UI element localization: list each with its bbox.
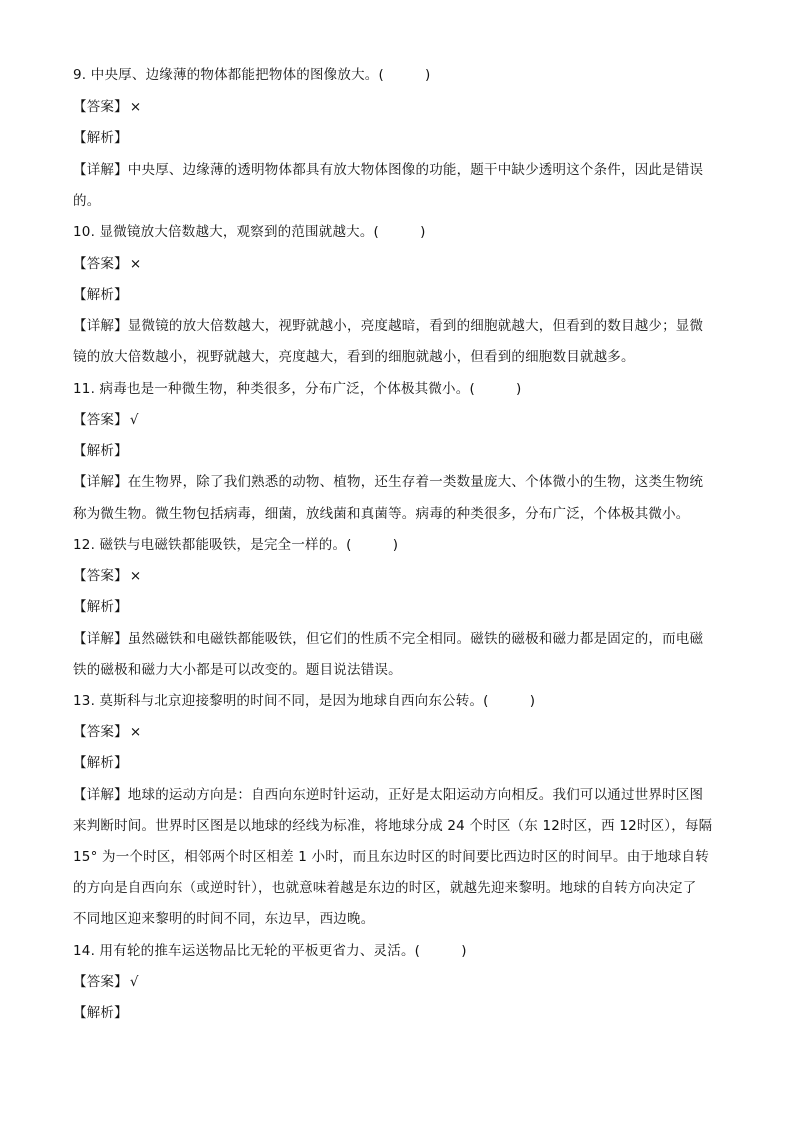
detail-12-line-2: 铁的磁极和磁力大小都是可以改变的。题目说法错误。: [73, 662, 402, 678]
detail-9-line-1: 【详解】中央厚、边缘薄的透明物体都具有放大物体图像的功能，题干中缺少透明这个条件，因此是错误: [73, 162, 704, 178]
detail-11-line-1: 【详解】在生物界，除了我们熟悉的动物、植物，还生存着一类数量庞大、个体微小的生物，这类生物统: [73, 474, 704, 490]
detail-13-line-4: 的方向是自西向东（或逆时针），也就意味着越是东边的时区，就越先迎来黎明。地球的自转方向决定了: [73, 880, 697, 896]
detail-12-line-1: 【详解】虽然磁铁和电磁铁都能吸铁，但它们的性质不完全相同。磁铁的磁极和磁力都是固定的，而电磁: [73, 631, 704, 647]
answer-9: [73, 98, 141, 116]
answer-12: [73, 567, 141, 585]
answer-10: [73, 255, 141, 273]
question-12: 12. 磁铁与电磁铁都能吸铁，是完全一样的。( ): [73, 537, 399, 553]
answer-13: [73, 723, 141, 741]
answer-mark: √: [129, 412, 139, 428]
answer-mark: ×: [129, 99, 142, 115]
detail-9-line-2: 的。: [73, 193, 101, 209]
detail-13-line-1: 【详解】地球的运动方向是：自西向东逆时针运动，正好是太阳运动方向相反。我们可以通过世界时区图: [73, 787, 704, 803]
detail-10-line-1: 【详解】显微镜的放大倍数越大，视野就越小，亮度越暗，看到的细胞就越大，但看到的数目越少；显微: [73, 318, 704, 334]
question-11: 11. 病毒也是一种微生物，种类很多，分布广泛，个体极其微小。( ): [73, 381, 522, 397]
answer-label: 【答案】: [73, 974, 128, 990]
answer-mark: √: [129, 974, 139, 990]
answer-label: 【答案】: [73, 99, 128, 115]
detail-10-line-2: 镜的放大倍数越小，视野就越大，亮度越大，看到的细胞就越小，但看到的细胞数目就越多。: [73, 349, 635, 365]
analysis-14: 【解析】: [73, 1005, 128, 1021]
analysis-12: 【解析】: [73, 599, 128, 615]
detail-13-line-2: 来判断时间。世界时区图是以地球的经线为标准，将地球分成 24 个时区（东 12时区，西 12时区），每隔: [73, 818, 713, 834]
analysis-11: 【解析】: [73, 443, 128, 459]
detail-11-line-2: 称为微生物。微生物包括病毒，细菌，放线菌和真菌等。病毒的种类很多，分布广泛，个体极其微小。: [73, 506, 690, 522]
answer-label: 【答案】: [73, 256, 128, 272]
answer-label: 【答案】: [73, 724, 128, 740]
answer-14: [73, 973, 139, 991]
answer-mark: ×: [129, 724, 142, 740]
question-10: 10. 显微镜放大倍数越大，观察到的范围就越大。( ): [73, 224, 426, 240]
detail-13-line-5: 不同地区迎来黎明的时间不同，东边早，西边晚。: [73, 911, 375, 927]
question-13: 13. 莫斯科与北京迎接黎明的时间不同，是因为地球自西向东公转。( ): [73, 693, 536, 709]
answer-11: [73, 411, 139, 429]
answer-label: 【答案】: [73, 412, 128, 428]
answer-mark: ×: [129, 256, 142, 272]
answer-label: 【答案】: [73, 568, 128, 584]
analysis-9: 【解析】: [73, 130, 128, 146]
question-14: 14. 用有轮的推车运送物品比无轮的平板更省力、灵活。( ): [73, 943, 467, 959]
detail-13-line-3: 15° 为一个时区，相邻两个时区相差 1 小时，而且东边时区的时间要比西边时区的时间早。由于地球自转: [73, 849, 709, 865]
analysis-10: 【解析】: [73, 287, 128, 303]
answer-mark: ×: [129, 568, 142, 584]
analysis-13: 【解析】: [73, 755, 128, 771]
question-9: 9. 中央厚、边缘薄的物体都能把物体的图像放大。( ): [73, 67, 431, 83]
